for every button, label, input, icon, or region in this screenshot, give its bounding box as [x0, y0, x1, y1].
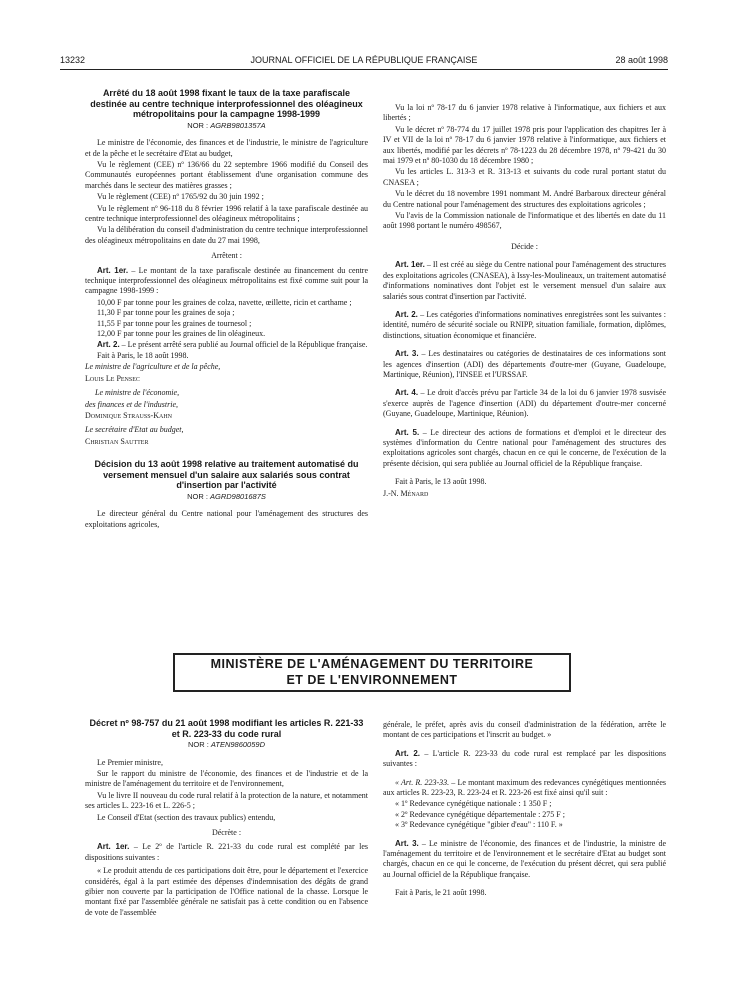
arrete-vu-1: Vu le règlement (CEE) nº 136/66 du 22 septembre 1966 modifié du Conseil des Communautés européennes portant établissement d'une organisation commune des marchés dans le secteur des matières grasses ;: [85, 160, 368, 190]
arrete-art-2: Art. 2. – Le présent arrêté sera publié au Journal officiel de la République française.: [97, 339, 368, 349]
arrete-intro: Le ministre de l'économie, des finances et de l'industrie, le ministre de l'agriculture et de la pêche et le secrétaire d'Etat au budget,: [85, 138, 368, 158]
arrete-vu-3: Vu le règlement nº 96-118 du 8 février 1996 relatif à la taxe parafiscale destinée au centre technique interprofessionnel des oléagineux métropolitains ;: [85, 203, 368, 224]
signature-name: J.-N. Ménard: [383, 488, 429, 498]
arrete-nor: NOR : AGRB9801357A: [187, 120, 266, 130]
arrete-arretent: Arrêtent :: [211, 251, 242, 261]
redevance-item: « 2º Redevance cynégétique départementale : 275 F ;: [395, 809, 565, 819]
arrete-title: Arrêté du 18 août 1998 fixant le taux de la taxe parafiscale destinée au centre technique interprofessionnel des oléagineux métropolitains pour la campagne 1998-1999: [90, 88, 363, 120]
redevances-list: [383, 799, 666, 830]
decision-decide: Décide :: [511, 241, 538, 251]
decret-vu: Vu le livre II nouveau du code rural relatif à la protection de la nature, et notamment ses articles L. 223-16 et L. 226-5 ;: [85, 790, 368, 811]
decision-vu-5: Vu l'avis de la Commission nationale de l'informatique et des libertés en date du 11 août 1998 portant le numéro 498567,: [383, 211, 666, 231]
right-column-bottom: [383, 720, 666, 900]
decret-nor: NOR : ATEN9860059D: [188, 740, 265, 750]
signature-role: des finances et de l'industrie,: [85, 399, 179, 409]
decision-done: Fait à Paris, le 13 août 1998.: [395, 477, 487, 487]
decret-premier-ministre: Le Premier ministre,: [97, 757, 163, 767]
right-column-top: [383, 103, 666, 500]
signature-name: Dominique Strauss-Kahn: [85, 410, 173, 420]
issue-date: 28 août 1998: [615, 55, 668, 65]
decision-art-5: Art. 5. – Le directeur des actions de formations et d'emploi et le directeur des systèmes d'information du Centre national pour l'aménagement des structures des exploitations agricoles sont chargés, chacun en ce qui le concerne, de l'exécution de la présente décision, qui sera publiée au Journal officiel de la République française.: [383, 427, 667, 468]
decision-vu-4: Vu le décret du 18 novembre 1991 nommant M. André Barbaroux directeur général du Centre national pour l'aménagement des structures des exploitations agricoles ;: [383, 189, 666, 209]
decret-title: Décret nº 98-757 du 21 août 1998 modifiant les articles R. 221-33 et R. 223-33 du code rural: [89, 718, 364, 739]
page-number: 13232: [60, 55, 86, 65]
arrete-art-1: Art. 1er. – Le montant de la taxe parafiscale destinée au financement du centre technique interprofessionnel des oléagineux métropolitains est fixé comme suit pour la campagne 1998-1999 :: [85, 265, 369, 296]
ministry-heading-box: [173, 653, 571, 692]
decision-intro: Le directeur général du Centre national pour l'aménagement des structures des exploitations agricoles,: [85, 509, 368, 529]
journal-title: JOURNAL OFFICIEL DE LA RÉPUBLIQUE FRANÇAISE: [250, 55, 478, 65]
signature-role: Le secrétaire d'Etat au budget,: [85, 425, 184, 435]
decision-art-2: Art. 2. – Les catégories d'informations nominatives enregistrées sont les suivantes : identité, numéro de sécurité sociale ou RNIPP, situation familiale, formation, diplômes, distinctions, situation économique et financière.: [383, 309, 667, 340]
rate-item: 11,55 F par tonne pour les graines de tournesol ;: [97, 318, 252, 328]
decret-done: Fait à Paris, le 21 août 1998.: [395, 888, 487, 898]
signature-role: Le ministre de l'économie,: [95, 388, 180, 398]
signature-name: Christian Sautter: [85, 436, 149, 446]
arrete-rates-list: [85, 298, 368, 340]
decret-decrete: Décrète :: [211, 828, 242, 838]
left-column-bottom: [85, 718, 368, 919]
decret-conseil: Le Conseil d'Etat (section des travaux publics) entendu,: [97, 812, 276, 822]
rate-item: 12,00 F par tonne pour les graines de lin oléagineux.: [97, 329, 266, 339]
ministry-line-2: ET DE L'ENVIRONNEMENT: [286, 673, 458, 687]
header-rule: [60, 69, 668, 70]
decision-vu-1: Vu la loi nº 78-17 du 6 janvier 1978 relative à l'informatique, aux fichiers et aux libertés ;: [383, 103, 666, 123]
decision-art-3: Art. 3. – Les destinataires ou catégories de destinataires de ces informations sont les agences d'insertion (ADI) des départements d'outre-mer (Guyane, Guadeloupe, Martinique, Réunion), l'INSEE et l'URSSAF.: [383, 349, 666, 379]
decret-art-1-continued: générale, le préfet, après avis du conseil d'administration de la fédération, arrête le montant de ces participations et l'inscrit au budget. »: [383, 720, 666, 740]
redevance-item: « 3º Redevance cynégétique "gibier d'eau" : 110 F. »: [395, 820, 563, 830]
decret-art-3: Art. 3. – Le ministre de l'économie, des finances et de l'industrie, la ministre de l'aménagement du territoire et de l'environnement et le secrétaire d'Etat au budget sont chargés, chacun en ce qui le concerne, de l'exécution du présent décret, qui sera publié au Journal officiel de la République française.: [383, 838, 667, 879]
signature-role: Le ministre de l'agriculture et de la pêche,: [85, 362, 221, 372]
decision-art-1: Art. 1er. – Il est créé au siège du Centre national pour l'aménagement des structures des exploitations agricoles (CNASEA), à Issy-les-Moulineaux, un traitement automatisé d'informations nominatives dont l'objet est le versement mensuel d'un salaire aux salariés sous contrat d'insertion par l'activité.: [383, 260, 667, 301]
arrete-vu-2: Vu le règlement (CEE) nº 1765/92 du 30 juin 1992 ;: [97, 192, 264, 202]
ministry-line-1: MINISTÈRE DE L'AMÉNAGEMENT DU TERRITOIRE: [210, 657, 534, 671]
decision-title: Décision du 13 août 1998 relative au traitement automatisé du versement mensuel d'un salaire aux salariés sous contrat d'insertion par l'activité: [94, 459, 359, 491]
rate-item: 10,00 F par tonne pour les graines de colza, navette, œillette, ricin et carthame ;: [97, 297, 352, 307]
arrete-vu-4: Vu la délibération du conseil d'administration du centre technique interprofessionnel des oléagineux métropolitains en date du 27 mai 1998,: [85, 225, 368, 245]
arrete-done: Fait à Paris, le 18 août 1998.: [97, 350, 189, 360]
decret-rapport: Sur le rapport du ministre de l'économie, des finances et de l'industrie et de la ministre de l'aménagement du territoire et de l'environnement,: [85, 769, 368, 789]
decision-nor: NOR : AGRD9801687S: [187, 491, 266, 501]
decision-vu-3: Vu les articles L. 313-3 et R. 313-13 et suivants du code rural portant statut du CNASEA ;: [383, 167, 666, 187]
decret-art-1: Art. 1er. – Le 2º de l'article R. 221-33 du code rural est complété par les dispositions suivantes :: [85, 842, 368, 862]
decret-art-1-quote: « Le produit attendu de ces participations doit être, pour le département et l'exercice considérés, égal à la part estimée des dépenses d'indemnisation des dégâts de grand gibier non couverte par la participation de l'Office national de la chasse. Lorsque le montant fixé par l'assemblée générale ne satisfait pas à cette condition ou en l'absence de vote de l'assemblée: [85, 866, 368, 917]
left-column-top: [85, 88, 368, 531]
redevance-item: « 1º Redevance cynégétique nationale : 1 350 F ;: [395, 799, 552, 809]
page-header: [60, 55, 668, 69]
decision-vu-2: Vu le décret nº 78-774 du 17 juillet 1978 pris pour l'application des chapitres Ier à IV et VII de la loi nº 78-17 du 6 janvier 1978 relative à l'informatique, aux fichiers et aux libertés, modifié par les décrets nº 78-1223 du 28 décembre 1978, nº 79-421 du 30 mai 1979 et nº 80-1030 du 18 décembre 1980 ;: [383, 124, 666, 166]
rate-item: 11,30 F par tonne pour les graines de soja ;: [97, 308, 235, 318]
signature-name: Louis Le Pensec: [85, 373, 140, 383]
decret-art-2: Art. 2. – L'article R. 223-33 du code rural est remplacé par les dispositions suivantes :: [383, 748, 667, 769]
decision-art-4: Art. 4. – Le droit d'accès prévu par l'article 34 de la loi du 6 janvier 1978 susvisée s'exerce auprès de l'agence d'insertion (ADI) du département d'outre-mer concerné (Guyane, Guadeloupe, Martinique, Réunion).: [383, 388, 667, 419]
decret-art-2-quote: « Art. R. 223-33. – Le montant maximum des redevances cynégétiques mentionnées aux articles R. 223-23, R. 223-24 et R. 223-26 est fixé ainsi qu'il suit :: [383, 777, 666, 798]
